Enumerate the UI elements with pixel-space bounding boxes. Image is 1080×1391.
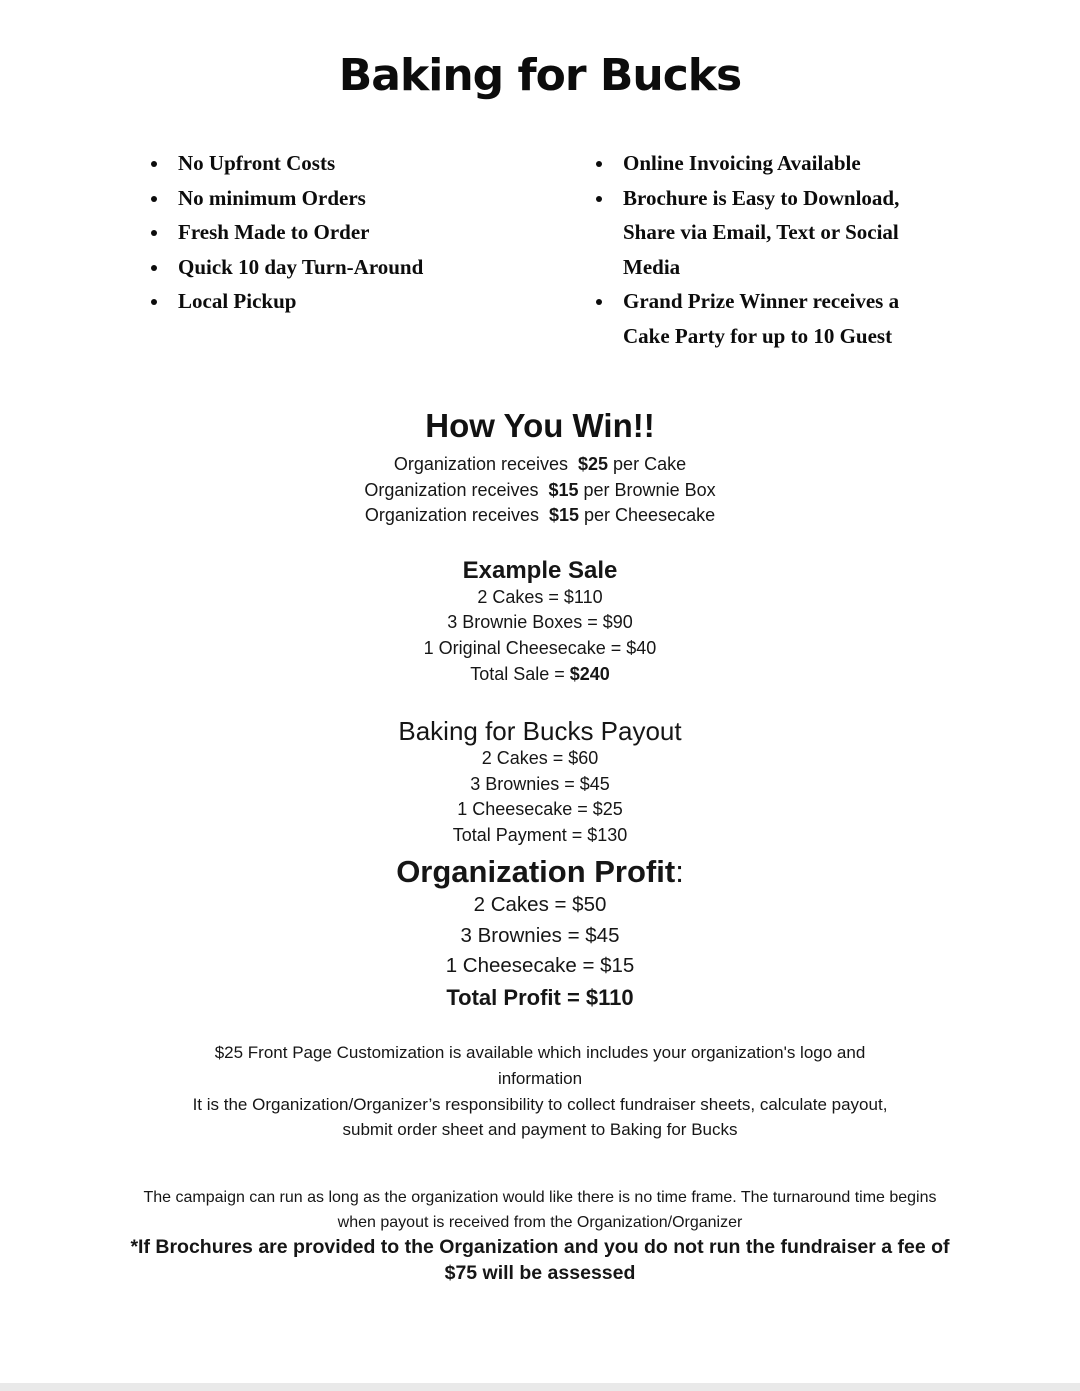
note-line: information [497,1068,583,1088]
profit-line: 2 Cakes = $50 [473,892,607,916]
payout-section [0,716,1080,848]
feature-item: • Quick 10 day Turn-Around [170,250,565,285]
profit-lines [0,890,1080,982]
note-line: submit order sheet and payment to Baking for Bucks [342,1120,738,1140]
warning-line: $75 will be assessed [444,1262,636,1285]
feature-item: • Brochure is Easy to Download, Share via Email, Text or Social Media [615,181,980,285]
customization-notes [0,1040,1080,1143]
profit-line: 1 Cheesecake = $15 [445,954,635,978]
sale-line: 1 Original Cheesecake = $40 [423,637,657,658]
example-sale-lines [0,585,1080,688]
profit-section [0,854,1080,1013]
note-line: It is the Organization/Organizer’s responsibility to collect fundraiser sheets, calculate payout, [192,1094,888,1114]
receives-line: Organization receives $15 per Cheesecake [364,505,716,525]
feature-item: • Fresh Made to Order [170,215,565,250]
feature-bullets-right [565,146,980,353]
page-title: Baking for Bucks [338,50,742,101]
sale-line: 2 Cakes = $110 [477,586,603,607]
page-edge-strip [0,1383,1080,1391]
sale-line: 3 Brownie Boxes = $90 [447,612,633,633]
payout-line: 1 Cheesecake = $25 [457,799,623,820]
profit-total-line: Total Profit = $110 [446,985,634,1011]
profit-line: 3 Brownies = $45 [460,923,620,947]
payout-lines [0,746,1080,848]
feature-bullets [120,146,980,353]
feature-item: • No Upfront Costs [170,146,565,181]
sale-total-line: Total Sale = $240 [470,663,610,684]
terms-line: when payout is received from the Organization/Organizer [337,1213,743,1231]
how-you-win-heading: How You Win!! [425,407,655,444]
brochure-fee-warning [0,1235,1080,1286]
receives-line: Organization receives $15 per Brownie Box [364,479,716,500]
campaign-terms [0,1186,1080,1286]
payout-line: Total Payment = $130 [452,824,628,845]
how-you-win-lines [0,452,1080,529]
note-line: $25 Front Page Customization is available which includes your organization's logo and [214,1043,866,1063]
example-sale-section [0,557,1080,688]
campaign-terms-small [0,1186,1080,1235]
receives-line: Organization receives $25 per Cake [393,454,687,474]
example-sale-heading: Example Sale [462,556,618,584]
profit-heading: Organization Profit: [396,853,684,889]
payout-line: 2 Cakes = $60 [481,748,599,769]
terms-line: The campaign can run as long as the organization would like there is no time frame. The turnaround time begins [143,1189,937,1207]
feature-bullets-left [120,146,565,353]
how-you-win-section [0,409,1080,529]
payout-heading: Baking for Bucks Payout [398,716,682,747]
feature-item: • No minimum Orders [170,181,565,216]
feature-item: • Online Invoicing Available [615,146,980,181]
feature-item: • Local Pickup [170,284,565,319]
payout-line: 3 Brownies = $45 [470,773,610,794]
feature-item: • Grand Prize Winner receives a Cake Party for up to 10 Guest [615,284,980,353]
warning-line: *If Brochures are provided to the Organization and you do not run the fundraiser a fee of [130,1236,950,1259]
